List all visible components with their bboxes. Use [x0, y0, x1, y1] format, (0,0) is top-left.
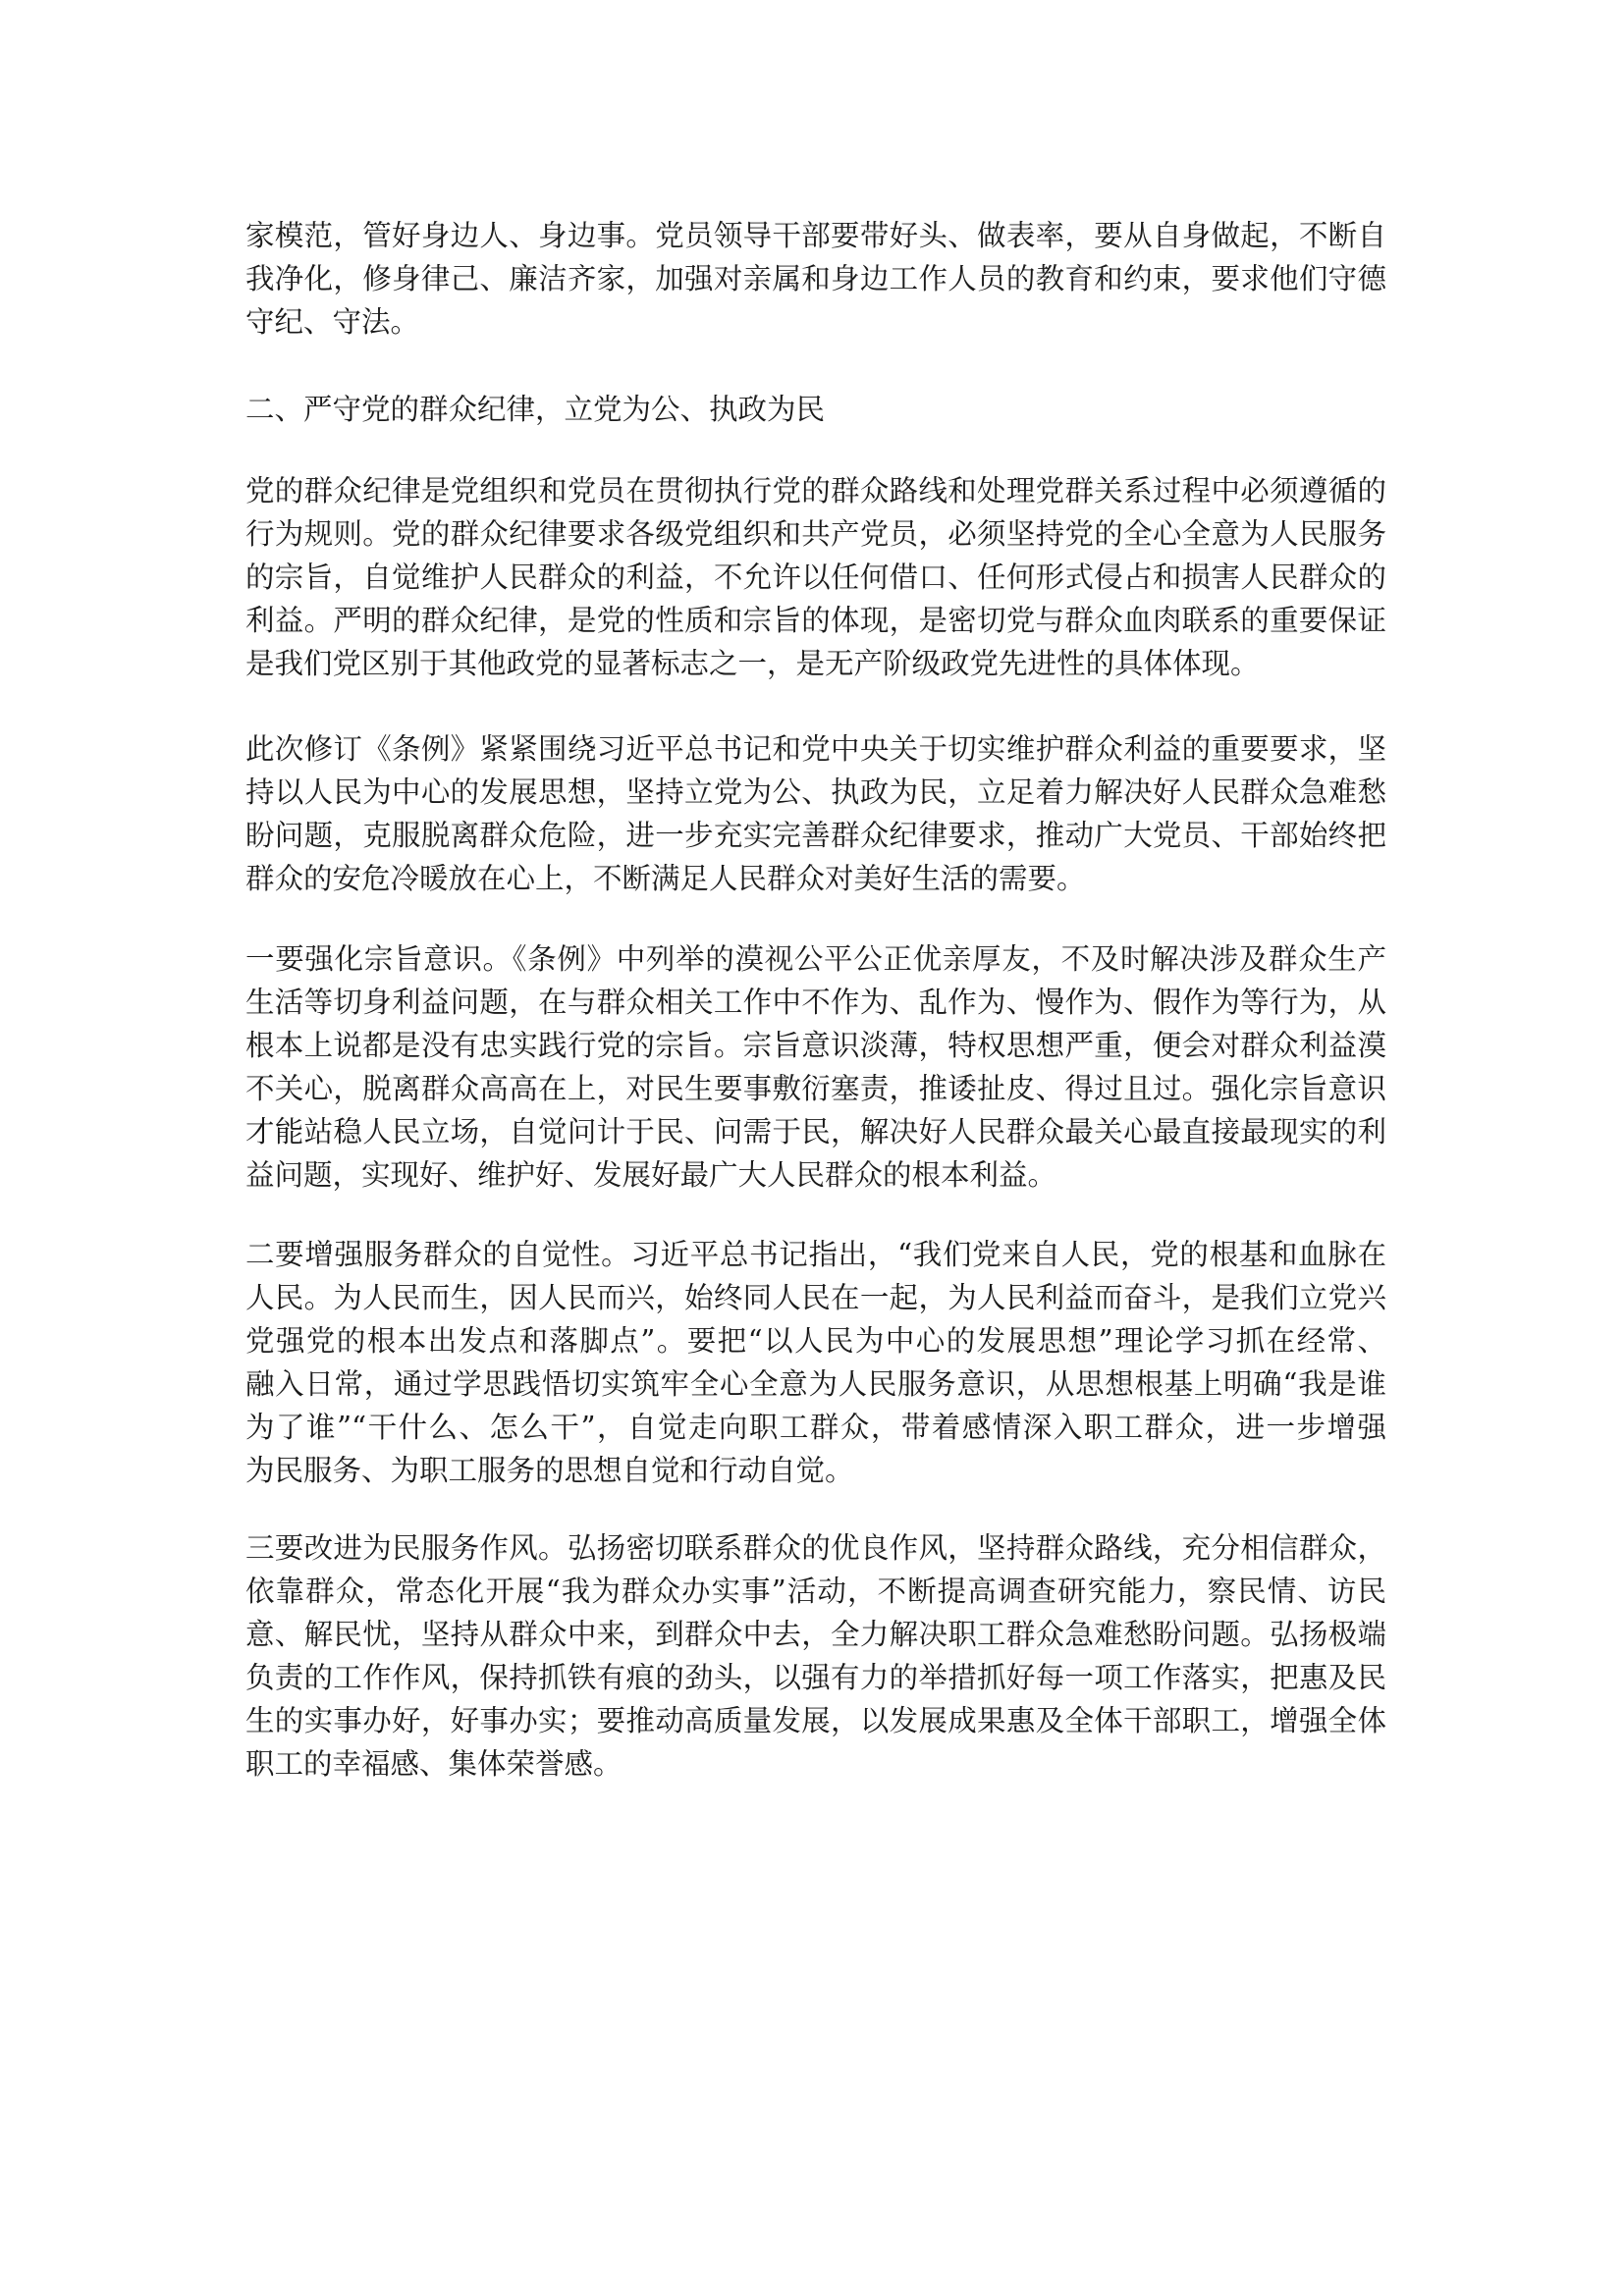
text-line: 党强党的根本出发点和落脚点”。要把“以人民为中心的发展思想”理论学习抓在经常、	[245, 1324, 1386, 1358]
text-line: 才能站稳人民立场，自觉问计于民、问需于民，解决好人民群众最关心最直接最现实的利	[245, 1115, 1386, 1148]
text-line: 利益。严明的群众纪律，是党的性质和宗旨的体现，是密切党与群众血肉联系的重要保证	[245, 604, 1386, 637]
text-line: 生活等切身利益问题，在与群众相关工作中不作为、乱作为、慢作为、假作为等行为，从	[245, 986, 1386, 1019]
text-line: 二、严守党的群众纪律，立党为公、执政为民	[245, 393, 826, 426]
text-line: 盼问题，克服脱离群众危险，进一步充实完善群众纪律要求，推动广大党员、干部始终把	[245, 819, 1386, 852]
text-line: 负责的工作作风，保持抓铁有痕的劲头，以强有力的举措抓好每一项工作落实，把惠及民	[245, 1661, 1386, 1694]
text-line: 是我们党区别于其他政党的显著标志之一，是无产阶级政党先进性的具体体现。	[245, 647, 1260, 680]
text-line: 依靠群众，常态化开展“我为群众办实事”活动，不断提高调查研究能力，察民情、访民	[245, 1575, 1386, 1608]
text-line: 党的群众纪律是党组织和党员在贯彻执行党的群众路线和处理党群关系过程中必须遵循的	[245, 474, 1386, 507]
text-line: 融入日常，通过学思践悟切实筑牢全心全意为人民服务意识，从思想根基上明确“我是谁	[245, 1367, 1386, 1401]
text-line: 群众的安危冷暖放在心上，不断满足人民群众对美好生活的需要。	[245, 862, 1086, 895]
text-line: 不关心，脱离群众高高在上，对民生要事敷衍塞责，推诿扯皮、得过且过。强化宗旨意识	[245, 1072, 1386, 1105]
text-line: 守纪、守法。	[245, 305, 420, 339]
text-line: 生的实事办好，好事办实；要推动高质量发展，以发展成果惠及全体干部职工，增强全体	[245, 1704, 1386, 1737]
section-heading	[245, 388, 1386, 431]
text-line: 为了谁”“干什么、怎么干”，自觉走向职工群众，带着感情深入职工群众，进一步增强	[245, 1411, 1386, 1444]
text-line: 一要强化宗旨意识。《条例》中列举的漠视公平公正优亲厚友，不及时解决涉及群众生产	[245, 942, 1386, 976]
body-paragraph	[245, 1233, 1386, 1492]
text-line: 三要改进为民服务作风。弘扬密切联系群众的优良作风，坚持群众路线，充分相信群众，	[245, 1531, 1386, 1565]
text-line: 我净化，修身律己、廉洁齐家，加强对亲属和身边工作人员的教育和约束，要求他们守德	[245, 262, 1386, 295]
body-paragraph	[245, 1526, 1386, 1786]
text-line: 人民。为人民而生，因人民而兴，始终同人民在一起，为人民利益而奋斗，是我们立党兴	[245, 1281, 1386, 1314]
body-paragraph	[245, 214, 1386, 344]
text-line: 益问题，实现好、维护好、发展好最广大人民群众的根本利益。	[245, 1158, 1057, 1192]
text-line: 二要增强服务群众的自觉性。习近平总书记指出，“我们党来自人民，党的根基和血脉在	[245, 1238, 1386, 1271]
text-line: 为民服务、为职工服务的思想自觉和行动自觉。	[245, 1454, 854, 1487]
text-line: 意、解民忧，坚持从群众中来，到群众中去，全力解决职工群众急难愁盼问题。弘扬极端	[245, 1618, 1386, 1651]
text-line: 此次修订《条例》紧紧围绕习近平总书记和党中央关于切实维护群众利益的重要要求，坚	[245, 732, 1386, 766]
body-paragraph	[245, 469, 1386, 685]
text-line: 的宗旨，自觉维护人民群众的利益，不允许以任何借口、任何形式侵占和损害人民群众的	[245, 561, 1386, 594]
text-line: 根本上说都是没有忠实践行党的宗旨。宗旨意识淡薄，特权思想严重，便会对群众利益漠	[245, 1029, 1386, 1062]
body-paragraph	[245, 727, 1386, 900]
text-line: 职工的幸福感、集体荣誉感。	[245, 1747, 623, 1781]
body-paragraph	[245, 937, 1386, 1197]
text-line: 行为规则。党的群众纪律要求各级党组织和共产党员，必须坚持党的全心全意为人民服务	[245, 517, 1386, 551]
text-line: 家模范，管好身边人、身边事。党员领导干部要带好头、做表率，要从自身做起，不断自	[245, 219, 1386, 252]
text-line: 持以人民为中心的发展思想，坚持立党为公、执政为民，立足着力解决好人民群众急难愁	[245, 775, 1386, 809]
